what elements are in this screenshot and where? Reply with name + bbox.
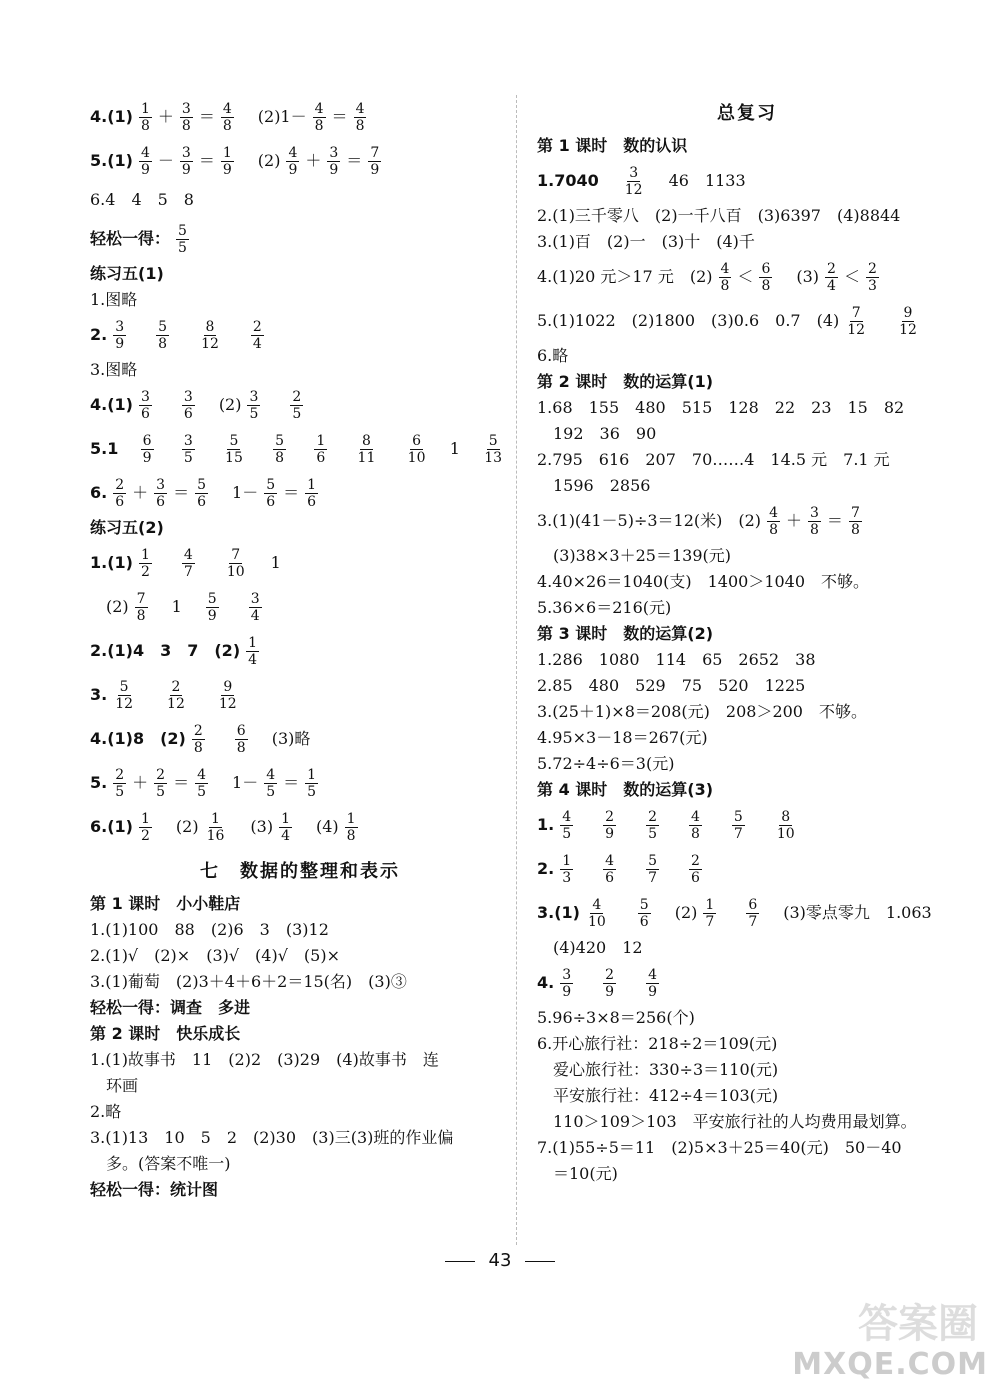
answer-line: 4.(1)20 元＞17 元 (2) $\frac{4}{8}$ ＜ $\frac{6}{8}$ (3) $\frac{2}{4}$ ＜ $\frac{2}{3}$ <box>537 260 877 294</box>
lesson-heading: 第 4 课时 数的运算(3) <box>537 780 714 799</box>
answer-line: 3.(1)(41－5)÷3＝12(米) (2) $\frac{4}{8}$ ＋ $\frac{3}{8}$ ＝ $\frac{7}{8}$ <box>537 504 860 538</box>
answer-3c: 3. $\frac{5}{12}$ $\frac{2}{12}$ $\frac{9}{12}$ <box>90 678 237 712</box>
answer-line: 4.40×26＝1040(支) 1400＞1040 不够。 <box>537 572 870 591</box>
lesson-heading: 第 1 课时 数的认识 <box>537 136 688 155</box>
answer-line: 5.36×6＝216(元) <box>537 598 672 617</box>
answer-3: 3.图略 <box>90 360 138 379</box>
right-column <box>537 95 957 1187</box>
section-heading: 练习五(1) <box>90 264 164 283</box>
answer-line: 1.286 1080 114 65 2652 38 <box>537 650 816 669</box>
answer-line: 1. $\frac{4}{5}$ $\frac{2}{9}$ $\frac{2}{5}$ $\frac{4}{8}$ $\frac{5}{7}$ $\frac{8}{10}$ <box>537 808 795 842</box>
answer-5c: 5. $\frac{2}{5}$ ＋ $\frac{2}{5}$ ＝ $\frac{4}{5}$ 1－ $\frac{4}{5}$ ＝ $\frac{1}{5}$ <box>90 766 317 800</box>
column-divider <box>516 95 517 1245</box>
chapter-title: 七 数据的整理和表示 <box>200 861 400 882</box>
answer-2: 2. $\frac{3}{9}$ $\frac{5}{8}$ $\frac{8}{12}$ $\frac{2}{4}$ <box>90 318 262 352</box>
answer-line: 4. $\frac{3}{9}$ $\frac{2}{9}$ $\frac{4}{9}$ <box>537 966 657 1000</box>
answer-line: 1.(1)100 88 (2)6 3 (3)12 <box>90 920 329 939</box>
answer-1c-2: (2) $\frac{7}{8}$ 1 $\frac{5}{9}$ $\frac{3}{4}$ <box>106 590 260 624</box>
answer-4b: 4.(1) $\frac{3}{6}$ $\frac{3}{6}$ (2) $\frac{3}{5}$ $\frac{2}{5}$ <box>90 388 302 422</box>
answer-line: 平安旅行社：412÷4＝103(元) <box>553 1086 779 1105</box>
answer-line: 2.略 <box>90 1102 122 1121</box>
lesson-heading: 第 3 课时 数的运算(2) <box>537 624 714 643</box>
answer-2c: 2.(1)4 3 7 (2) $\frac{1}{4}$ <box>90 634 258 668</box>
answer-line: 6.开心旅行社：218÷2＝109(元) <box>537 1034 778 1053</box>
answer-4c: 4.(1)8 (2) $\frac{2}{8}$ $\frac{6}{8}$ (3)略 <box>90 722 311 756</box>
answer-6: 6.4 4 5 8 <box>90 190 194 209</box>
section-heading: 练习五(2) <box>90 518 164 537</box>
answer-line: 3.(1)葡萄 (2)3＋4＋6＋2＝15(名) (3)③ <box>90 972 407 991</box>
answer-line: 4.95×3－18＝267(元) <box>537 728 708 747</box>
lesson-heading: 第 2 课时 数的运算(1) <box>537 372 714 391</box>
answer-line: 5.96÷3×8＝256(个) <box>537 1008 695 1027</box>
answer-line: 1596 2856 <box>553 476 651 495</box>
answer-5b: 5.1 $\frac{6}{9}$ $\frac{3}{5}$ $\frac{5}{15}$ $\frac{5}{8}$ $\frac{1}{6}$ $\frac{8}{11}$ $\frac{6}{10}$ 1 $\frac{5}{13}$ <box>90 432 503 466</box>
answer-line: 6.略 <box>537 346 569 365</box>
page-number: 43 <box>0 1250 1000 1271</box>
tip-line: 轻松一得： $\frac{5}{5}$ <box>90 222 187 256</box>
answer-1c: 1.(1) $\frac{1}{2}$ $\frac{4}{7}$ $\frac{7}{10}$ 1 <box>90 546 281 580</box>
answer-line: 3.(1) $\frac{4}{10}$ $\frac{5}{6}$ (2) $\frac{1}{7}$ $\frac{6}{7}$ (3)零点零九 1.063 <box>537 896 932 930</box>
answer-line: 1.68 155 480 515 128 22 23 15 82 <box>537 398 905 417</box>
answer-line: 7.(1)55÷5＝11 (2)5×3＋25＝40(元) 50－40 <box>537 1138 902 1157</box>
answer-line: 1.(1)故事书 11 (2)2 (3)29 (4)故事书 连 <box>90 1050 439 1069</box>
tip-line: 轻松一得：调查 多进 <box>90 998 251 1017</box>
answer-line: 1.7040 $\frac{3}{12}$ 46 1133 <box>537 164 746 198</box>
answer-line: 2.795 616 207 70……4 14.5 元 7.1 元 <box>537 450 890 469</box>
answer-4: 4.(1) $\frac{1}{8}$ ＋ $\frac{3}{8}$ ＝ $\frac{4}{8}$ (2)1－ $\frac{4}{8}$ ＝ $\frac{4}{8}$ <box>90 100 365 134</box>
answer-line: 2.85 480 529 75 520 1225 <box>537 676 806 695</box>
answer-line: 5.72÷4÷6＝3(元) <box>537 754 675 773</box>
answer-line: 5.(1)1022 (2)1800 (3)0.6 0.7 (4) $\frac{7}{12}$ $\frac{9}{12}$ <box>537 304 917 338</box>
watermark-logo: 答案圈 MXQE.COM <box>792 1301 988 1382</box>
left-column <box>90 95 510 1203</box>
tip-line: 轻松一得：统计图 <box>90 1180 219 1199</box>
answer-line: 192 36 90 <box>553 424 657 443</box>
answer-line: 2.(1)三千零八 (2)一千八百 (3)6397 (4)8844 <box>537 206 901 225</box>
answer-6b: 6. $\frac{2}{6}$ ＋ $\frac{3}{6}$ ＝ $\frac{5}{6}$ 1－ $\frac{5}{6}$ ＝ $\frac{1}{6}$ <box>90 476 317 510</box>
answer-line: (4)420 12 <box>553 938 643 957</box>
answer-line: (3)38×3＋25＝139(元) <box>553 546 731 565</box>
answer-line: 3.(1)13 10 5 2 (2)30 (3)三(3)班的作业偏 <box>90 1128 454 1147</box>
answer-line: 2. $\frac{1}{3}$ $\frac{4}{6}$ $\frac{5}{7}$ $\frac{2}{6}$ <box>537 852 700 886</box>
answer-line: 110＞109＞103 平安旅行社的人均费用最划算。 <box>553 1112 917 1131</box>
answer-line: 2.(1)√ (2)× (3)√ (4)√ (5)× <box>90 946 340 965</box>
answer-line: 爱心旅行社：330÷3＝110(元) <box>553 1060 779 1079</box>
lesson-heading: 第 1 课时 小小鞋店 <box>90 894 241 913</box>
lesson-heading: 第 2 课时 快乐成长 <box>90 1024 241 1043</box>
answer-line: 环画 <box>106 1076 139 1095</box>
answer-6c: 6.(1) $\frac{1}{2}$ (2) $\frac{1}{16}$ (3) $\frac{1}{4}$ (4) $\frac{1}{8}$ <box>90 810 356 844</box>
answer-line: ＝10(元) <box>553 1164 618 1183</box>
answer-line: 多。(答案不唯一) <box>106 1154 231 1173</box>
answer-line: 3.(1)百 (2)一 (3)十 (4)千 <box>537 232 755 251</box>
answer-line: 3.(25＋1)×8＝208(元) 208＞200 不够。 <box>537 702 867 721</box>
answer-1: 1.图略 <box>90 290 138 309</box>
chapter-title: 总复习 <box>717 103 777 124</box>
answer-5: 5.(1) $\frac{4}{9}$ － $\frac{3}{9}$ ＝ $\frac{1}{9}$ (2) $\frac{4}{9}$ ＋ $\frac{3}{9}$ ＝ $\frac{7}{9}$ <box>90 144 380 178</box>
